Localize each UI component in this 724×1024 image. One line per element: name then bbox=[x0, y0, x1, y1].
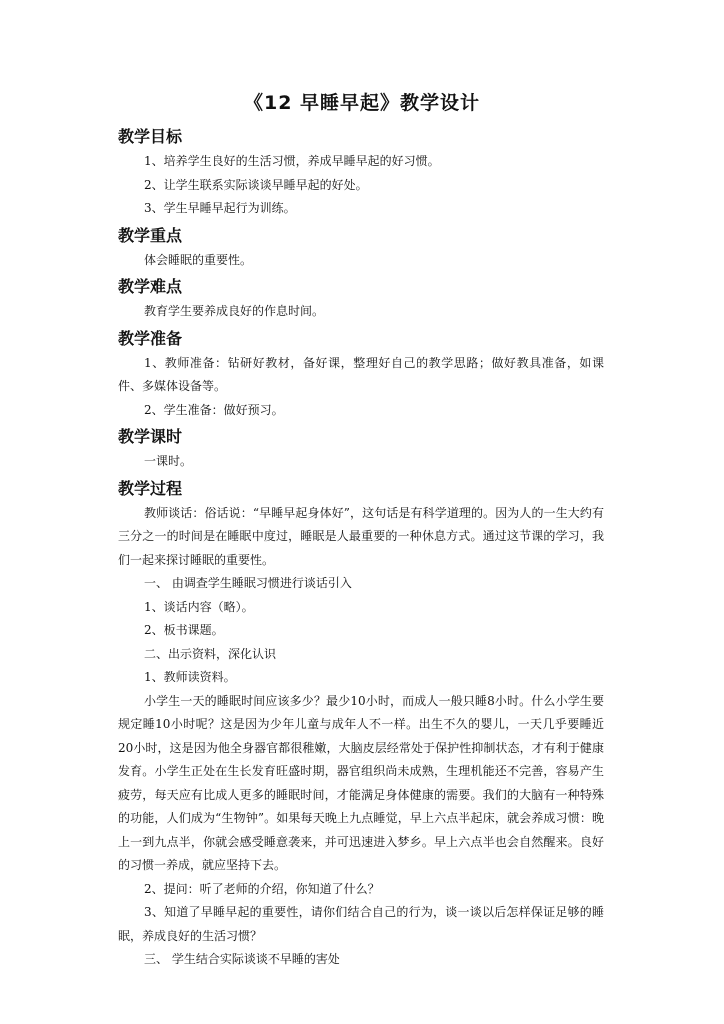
process-substep: 2、板书课题。 bbox=[144, 623, 224, 637]
preparation-heading: 教学准备 bbox=[118, 328, 183, 348]
difficulties-heading: 教学难点 bbox=[118, 277, 183, 296]
goal-item: 1、培养学生良好的生活习惯，养成早睡早起的好习惯。 bbox=[144, 154, 440, 168]
key-points-heading: 教学重点 bbox=[118, 225, 183, 245]
hours-text: 一课时。 bbox=[144, 454, 193, 468]
document-body bbox=[118, 122, 604, 972]
process-step-heading: 二、出示资料，深化认识 bbox=[144, 646, 277, 661]
document-title: 《12 早睡早起》教学设计 bbox=[243, 92, 481, 114]
difficulties-text: 教育学生要养成良好的作息时间。 bbox=[144, 304, 325, 318]
goal-item: 2、让学生联系实际谈谈早睡早起的好处。 bbox=[144, 177, 368, 192]
process-intro: 教师谈话：俗话说：“早睡早起身体好”，这句话是有科学道理的。因为人的一生大约有三分之一的时间是在睡眠中度过，睡眠是人最重要的一种休息方式。通过这节课的学习，我们一起来探讨睡眠的重要性。 bbox=[118, 505, 604, 567]
goal-item: 3、学生早睡早起行为训练。 bbox=[144, 201, 296, 215]
process-step-heading: 三、 学生结合实际谈谈不早睡的害处 bbox=[144, 952, 340, 966]
key-points-text: 体会睡眠的重要性。 bbox=[144, 252, 253, 267]
process-substep: 1、谈话内容（略）。 bbox=[144, 599, 254, 614]
preparation-item: 1、教师准备：钻研好教材，备好课，整理好自己的教学思路；做好教具准备，如课件、多媒体设备等。 bbox=[118, 355, 604, 393]
preparation-item: 2、学生准备：做好预习。 bbox=[144, 402, 284, 417]
goals-heading: 教学目标 bbox=[118, 127, 183, 146]
process-heading: 教学过程 bbox=[118, 478, 183, 498]
hours-heading: 教学课时 bbox=[118, 427, 183, 446]
process-step-heading: 一、 由调查学生睡眠习惯进行谈话引入 bbox=[144, 576, 352, 590]
process-substep: 2、提问：听了老师的介绍，你知道了什么？ bbox=[144, 881, 380, 896]
process-substep: 1、教师读资料。 bbox=[144, 670, 236, 684]
reading-material: 小学生一天的睡眠时间应该多少？最少10小时，而成人一般只睡8小时。什么小学生要规定睡10小时呢？这是因为少年儿童与成年人不一样。出生不久的婴儿，一天几乎要睡近20小时，这是因为他全身器官都很稚嫩，大脑皮层经常处于保护性抑制状态，才有利于健康发育。小学生正处在生长发育旺盛时期，器官组织尚未成熟，生理机能还不完善，容易产生疲劳，每天应有比成人更多的睡眠时间，才能满足身体健康的需要。我们的大脑有一种特殊的功能，人们成为“生物钟”。如果每天晚上九点睡觉，早上六点半起床，就会养成习惯：晚上一到九点半，你就会感受睡意袭来，并可迅速进入梦乡。早上六点半也会自然醒来。良好的习惯一养成，就应坚持下去。 bbox=[118, 693, 604, 872]
process-substep: 3、知道了早睡早起的重要性，请你们结合自己的行为，谈一谈以后怎样保证足够的睡眠，养成良好的生活习惯？ bbox=[118, 905, 604, 943]
